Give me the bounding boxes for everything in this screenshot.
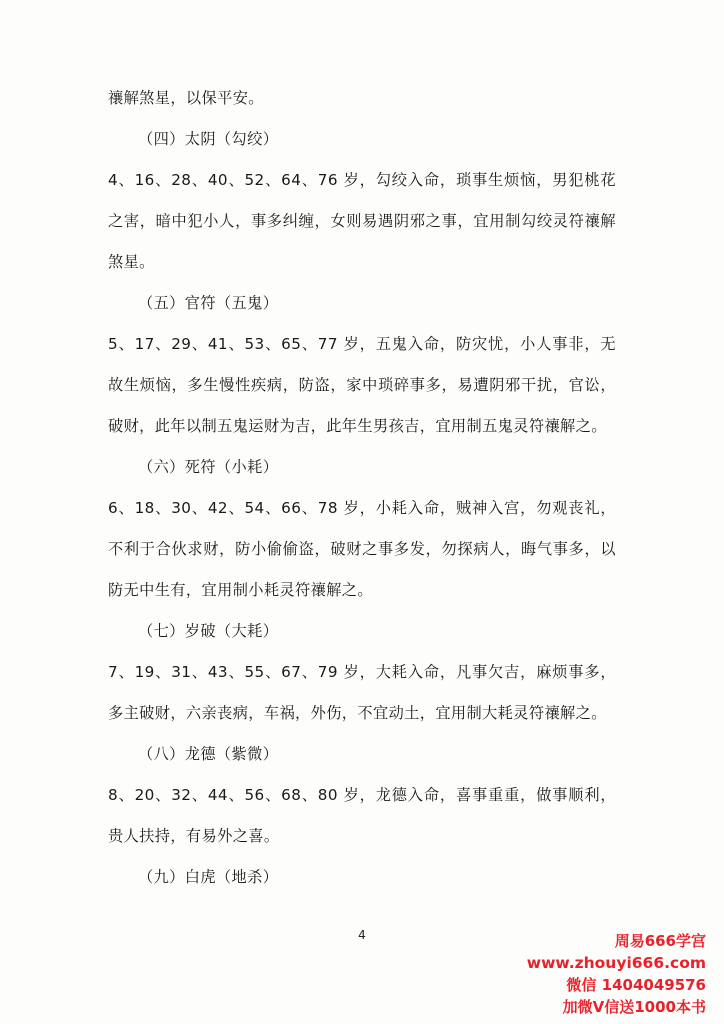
paragraph-body: 禳解煞星，以保平安。 <box>108 89 264 107</box>
paragraph-body: 7、19、31、43、55、67、79 岁，大耗入命，凡事欠吉，麻烦事多，多主破财，六亲丧病，车祸，外伤，不宜动土，宜用制大耗灵符禳解之。 <box>108 663 616 722</box>
section-heading-6: （六）死符（小耗） <box>138 458 279 476</box>
section-heading-7: （七）岁破（大耗） <box>138 622 279 640</box>
page-number: 4 <box>358 928 366 942</box>
watermark-brand: 周易666学宫 <box>614 932 706 950</box>
section-heading-4: （四）太阴（勾绞） <box>138 130 279 148</box>
watermark <box>527 930 706 1018</box>
watermark-wechat: 微信 1404049576 <box>566 976 706 994</box>
watermark-url: www.zhouyi666.com <box>526 954 706 972</box>
paragraph-body: 4、16、28、40、52、64、76 岁，勾绞入命，琐事生烦恼，男犯桃花之害，暗中犯小人，事多纠缠，女则易遇阴邪之事，宜用制勾绞灵符禳解煞星。 <box>108 171 616 271</box>
paragraph-body: 8、20、32、44、56、68、80 岁，龙德入命，喜事重重，做事顺利，贵人扶持，有易外之喜。 <box>108 786 616 845</box>
document-body <box>108 78 616 898</box>
section-heading-9: （九）白虎（地杀） <box>138 868 279 886</box>
section-heading-8: （八）龙德（紫微） <box>138 745 279 763</box>
paragraph-body: 6、18、30、42、54、66、78 岁，小耗入命，贼神入宫，勿观丧礼，不利于合伙求财，防小偷偷盗，破财之事多发，勿探病人，晦气事多，以防无中生有，宜用制小耗灵符禳解之。 <box>108 499 616 599</box>
paragraph-body: 5、17、29、41、53、65、77 岁，五鬼入命，防灾忧，小人事非，无故生烦恼，多生慢性疾病，防盗，家中琐碎事多，易遭阴邪干扰，官讼，破财，此年以制五鬼运财为吉，此年生男孩吉，宜用制五鬼灵符禳解之。 <box>108 335 616 435</box>
section-heading-5: （五）官符（五鬼） <box>138 294 279 312</box>
watermark-promo: 加微V信送1000本书 <box>562 998 706 1016</box>
